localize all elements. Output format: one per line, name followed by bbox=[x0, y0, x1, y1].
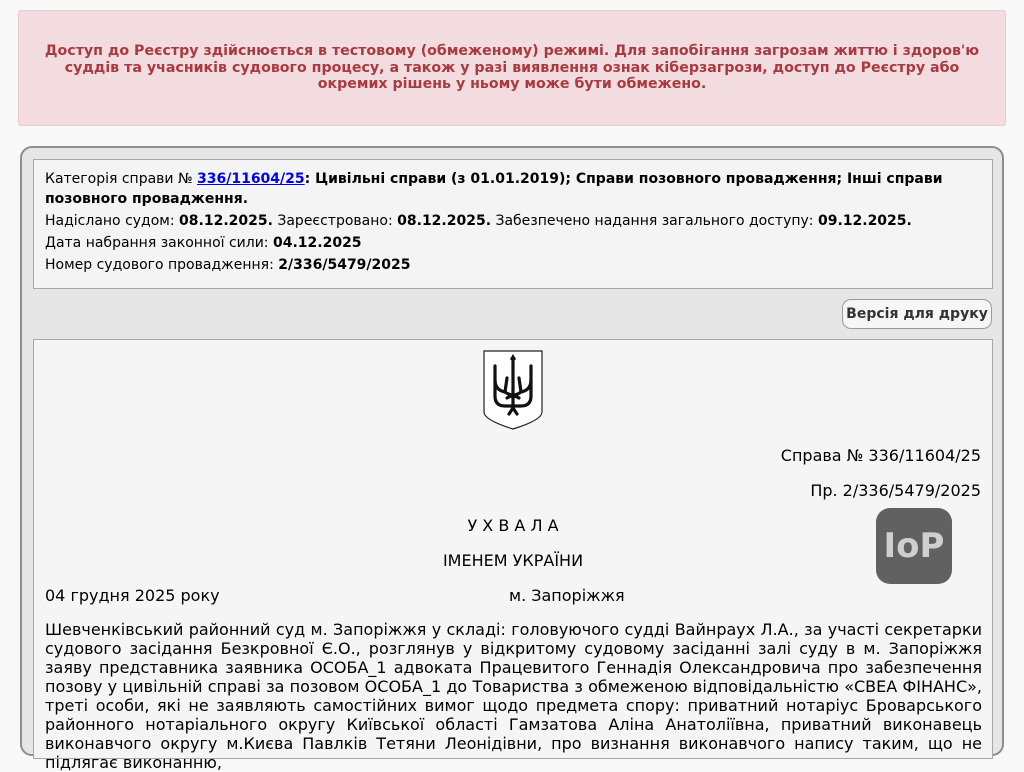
case-info-box bbox=[33, 159, 993, 289]
category-value: : Цивільні справи (з 01.01.2019); Справи позовного провадження; Інші справи позовного провадження. bbox=[45, 171, 943, 207]
decision-document bbox=[33, 339, 993, 772]
public-access-value: 09.12.2025. bbox=[817, 213, 912, 229]
case-number-line: Справа № 336/11604/25 bbox=[780, 446, 981, 465]
overlay-badge-text: IoP bbox=[883, 526, 945, 566]
effective-label: Дата набрання законної сили: bbox=[45, 235, 269, 251]
decision-panel bbox=[20, 146, 1004, 772]
warning-text: Доступ до Реєстру здійснюється в тестовому (обмеженому) режимі. Для запобігання загрозам життю і здоров'ю суддів та учасників судового процесу, а також у разі виявлення ознак кіберзагрози, доступ до Реєстру або окремих рішень у ньому може бути обмежено. bbox=[44, 43, 980, 93]
proceeding-value: 2/336/5479/2025 bbox=[278, 257, 411, 273]
proceeding-label: Номер судового провадження: bbox=[45, 257, 274, 273]
coat-of-arms-icon bbox=[483, 350, 543, 430]
registered-value: 08.12.2025. bbox=[397, 213, 492, 229]
print-version-button[interactable]: Версія для друку bbox=[842, 299, 992, 329]
proceeding-number-row bbox=[45, 255, 980, 275]
decision-body-paragraph: Шевченківський районний суд м. Запоріжжя у складі: головуючого судді Вайнраух Л.А., за участі секретарки судового засідання Безкровної Є.О., розглянув у відкритому судовому засіданні залі суду в м. Запоріжжя заяву представника заявника ОСОБА_1 адвоката Працевитого Геннадія Олександровича про забезпечення позову у цивільній справі за позовом ОСОБА_1 до Товариства з обмеженою відповідальністю «СВЕА ФІНАНС», треті особи, які не заявляють самостійних вимог щодо предмета спору: приватний нотаріус Броварського районного нотаріального округу Київської області Гамзатова Аліна Анатоліївна, приватний виконавець виконавчого округу м.Києва Павлків Тетяни Леонідівни, про визнання виконавчого напису таким, що не підлягає виконанню, bbox=[45, 620, 982, 772]
case-number-link[interactable]: 336/11604/25 bbox=[197, 171, 305, 187]
sent-value: 08.12.2025. bbox=[179, 213, 273, 229]
dates-row bbox=[45, 211, 980, 231]
overlay-badge-icon[interactable] bbox=[876, 508, 952, 584]
document-type-heading: У Х В А Л А bbox=[467, 516, 559, 535]
category-label: Категорія справи № bbox=[45, 171, 193, 187]
proceeding-number-line: Пр. 2/336/5479/2025 bbox=[810, 481, 981, 500]
access-warning-banner bbox=[18, 10, 1006, 126]
public-access-label: Забезпечено надання загального доступу: bbox=[495, 213, 814, 229]
in-name-of-ukraine-heading: ІМЕНЕМ УКРАЇНИ bbox=[442, 551, 584, 570]
registered-label: Зареєстровано: bbox=[277, 213, 393, 229]
sent-label: Надіслано судом: bbox=[45, 213, 175, 229]
decision-date: 04 грудня 2025 року bbox=[45, 586, 220, 605]
case-category-row bbox=[45, 169, 980, 209]
effective-value: 04.12.2025 bbox=[272, 235, 362, 251]
decision-city: м. Запоріжжя bbox=[509, 586, 625, 605]
effective-date-row bbox=[45, 233, 980, 253]
